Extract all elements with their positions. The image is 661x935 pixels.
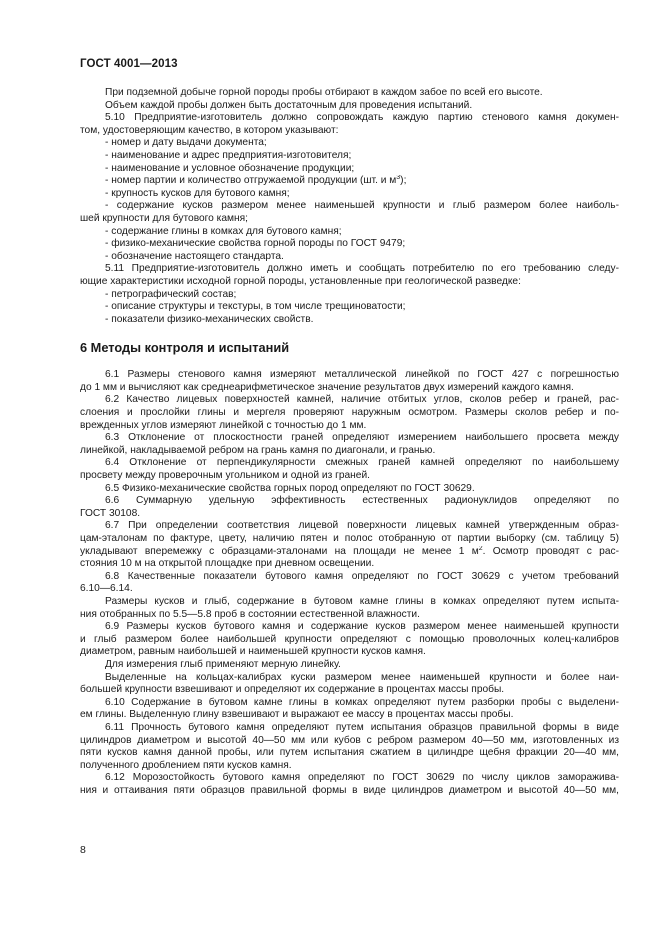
text-line: стояния 10 м на открытой площадке при дневном освещении. [80,558,375,570]
text-line: Размеры кусков и глыб, содержание в бутовом камне глины в комках определяют путем испыта- [105,595,619,607]
text-line: - физико-механические свойства горной породы по ГОСТ 9479; [80,238,619,251]
text-line: и глыб размером более наибольшей крупности определяют с помощью проволочных колец-калибров [80,633,619,645]
text-line: 6.1 Размеры стенового камня измеряют металлической линейкой по ГОСТ 427 с погрешностью [105,369,619,381]
text-line: том, удостоверяющим качество, в котором указывают: [80,124,339,136]
text-line: полученного дроблением пяти кусков камня. [80,759,292,771]
text-line: 6.2 Качество лицевых поверхностей камней, наличие отбитых углов, сколов ребер и граней, рас- [105,394,619,406]
text-line: просвету между проверочным угольником и одной из граней. [80,470,370,482]
document-body [80,87,619,797]
text-line: врежденных углов измеряют линейкой с точностью до 1 мм. [80,419,367,431]
text-line: - описание структуры и текстуры, в том числе трещиноватости; [80,301,619,314]
text-line: - содержание глины в комках для бутового камня; [80,226,619,239]
text-line: 6.10—6.14. [80,583,133,595]
text-line: - обозначение настоящего стандарта. [80,251,619,264]
text-line: Объем каждой пробы должен быть достаточным для проведения испытаний. [105,99,473,111]
text-line: 6.8 Качественные показатели бутового камня определяют по ГОСТ 30629 с учетом требований [105,570,619,582]
clause-5-continuation [80,87,619,326]
text-line: 5.11 Предприятие-изготовитель должно иметь и сообщать потребителю по его требованию следу- [105,263,619,275]
text-line: - наименование и условное обозначение продукции; [80,163,619,176]
page-number: 8 [80,844,86,856]
text-line: укладывают вперемежку с образцами-эталонами на площади не менее 1 $м^2$. Осмотр проводят с рас- [80,545,619,557]
section-6-title: 6 Методы контроля и испытаний [80,340,290,356]
text-line: цам-эталонам по фактуре, цвету, наличию пятен и полос отобранную от партии выборку (см. таблицу 5) [80,533,619,544]
text-line: диаметром, равным наибольшей и наименьшей крупности кусков камня. [80,646,426,658]
text-line: 6.5 Физико-механические свойства горных пород определяют по ГОСТ 30629. [105,482,475,494]
text-line: - содержание кусков размером менее наименьшей крупности и глыб размером более наиболь- [105,200,619,212]
text-line: 6.3 Отклонение от плоскостности граней определяют измерением наибольшего просвета между [105,432,619,444]
text-line: - наименование и адрес предприятия-изготовителя; [80,150,619,163]
text-line: Для измерения глыб применяют мерную линейку. [105,658,341,670]
text-line: - крупность кусков для бутового камня; [80,188,619,201]
text-line: При подземной добыче горной породы пробы отбирают в каждом забое по всей его высоте. [105,87,543,98]
text-line: слоения и прослойки глины и мергеля проверяют наружным осмотром. Размеры сколов ребер и по- [80,407,619,419]
text-line: Выделенные на кольцах-калибрах куски размером менее наименьшей крупности и более наи- [105,671,619,683]
text-line: ГОСТ 30108. [80,507,141,519]
text-line: ем глины. Выделенную глину взвешивают и выражают ее массу в процентах массы пробы. [80,709,514,721]
text-line: - номер и дату выдачи документа; [80,137,619,150]
text-line: линейкой, накладываемой ребром на грань камня по диагонали, и гранью. [80,444,436,456]
text-line: - петрографический состав; [80,289,619,302]
text-line: шей крупности для бутового камня; [80,212,248,224]
text-line: 6.12 Морозостойкость бутового камня определяют по ГОСТ 30629 по числу циклов заморажива- [105,772,619,784]
text-line: 5.10 Предприятие-изготовитель должно сопровождать каждую партию стенового камня докумен- [105,112,619,124]
text-line: 6.4 Отклонение от перпендикулярности смежных граней камней определяют по наибольшему [105,457,619,469]
text-line: 6.6 Суммарную удельную эффективность естественных радионуклидов определяют по [105,495,619,507]
text-line: пяти кусков камня данной пробы, или путем испытания сжатием в цилиндре щебня фракции 20—40 мм, [80,747,619,759]
text-line: цилиндров диаметром и высотой 40—50 мм или кубов с ребром размером 40—50 мм, изготовленных из [80,734,619,746]
text-line: ющие характеристики исходной горной породы, установленные при геологической разведке: [80,275,521,287]
text-line: до 1 мм и вычисляют как среднеарифметическое значение результатов двух измерений каждого камня. [80,381,574,393]
text-line: - показатели физико-механических свойств. [80,314,619,327]
section-6-body [80,369,619,797]
text-line: - номер партии и количество отгружаемой продукции (шт. и $м^3$); [80,175,619,188]
text-line: ния отобранных по 5.5—5.8 проб в состоянии естественной влажности. [80,608,420,620]
text-line: 6.9 Размеры кусков бутового камня и содержание кусков размером менее наименьшей крупности [105,621,619,633]
text-line: ния и оттаивания пяти образцов правильной формы в виде цилиндров диаметром и высотой 40—50 мм, [80,784,619,796]
text-line: 6.7 При определении соответствия лицевой поверхности лицевых камней утвержденным образ- [105,520,619,532]
text-line: большей крупности взвешивают и определяют их содержание в процентах массы пробы. [80,684,505,696]
document-header: ГОСТ 4001—2013 [80,58,178,70]
text-line: 6.10 Содержание в бутовом камне глины в комках определяют путем разборки пробы с выделени- [105,696,619,708]
text-line: 6.11 Прочность бутового камня определяют путем испытания образцов правильной формы в виде [105,721,619,733]
